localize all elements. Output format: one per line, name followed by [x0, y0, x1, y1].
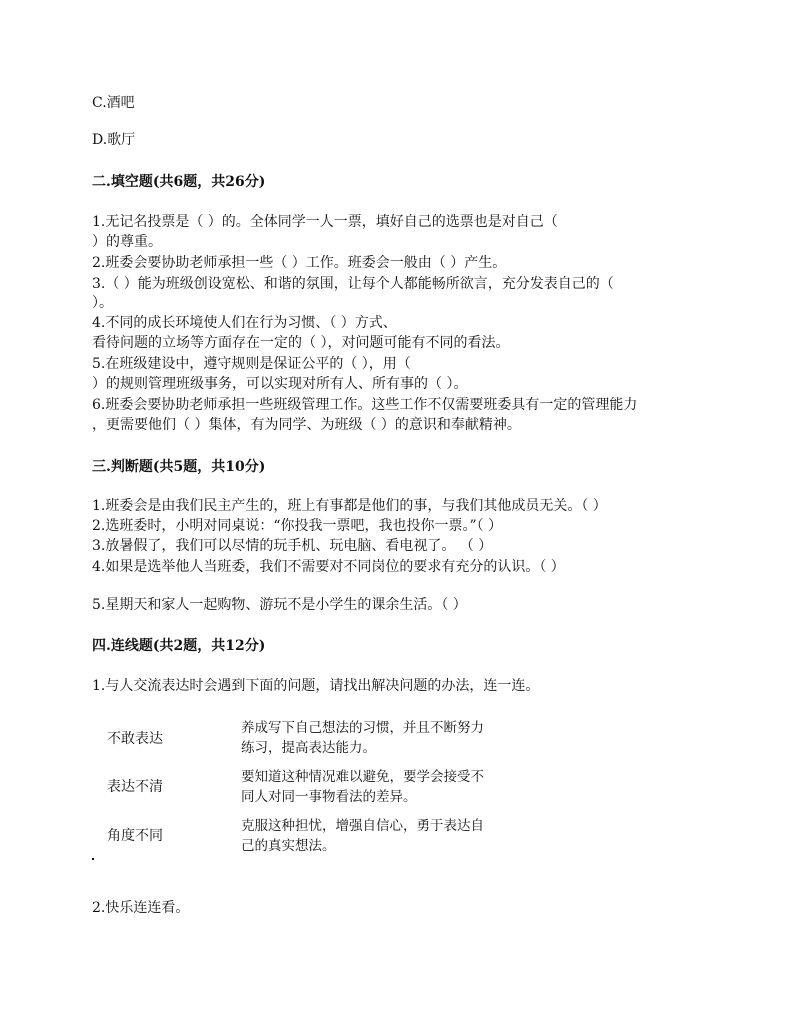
- true-false-item: 3.放暑假了，我们可以尽情的玩手机、玩电脑、看电视了。 （ ）: [92, 538, 493, 554]
- fill-blank-line: 4.不同的成长环境使人们在行为习惯、（ ）方式、: [92, 315, 397, 331]
- match-left-item: 不敢表达: [107, 731, 163, 747]
- fill-blank-line: ）。: [92, 295, 113, 311]
- true-false-item: 5.星期天和家人一起购物、游玩不是小学生的课余生活。（ ）: [92, 597, 467, 613]
- section-heading-true-false: 三.判断题(共5题，共10分): [92, 459, 266, 475]
- matching-question-1: 1.与人交流表达时会遇到下面的问题，请找出解决问题的办法，连一连。: [92, 678, 540, 694]
- true-false-item: 4.如果是选举他人当班委，我们不需要对不同岗位的要求有充分的认识。（ ）: [92, 559, 565, 575]
- fill-blank-line: 1.无记名投票是（ ）的。全体同学一人一票，填好自己的选票也是对自己（: [92, 214, 558, 230]
- fill-blank-line: 2.班委会要协助老师承担一些（ ）工作。班委会一般由（ ）产生。: [92, 255, 507, 271]
- match-right-item-line: 养成写下自己想法的习惯，并且不断努力: [241, 720, 484, 736]
- match-right-item-line: 己的真实想法。: [241, 838, 336, 854]
- fill-blank-line: 看待问题的立场等方面存在一定的（ ），对问题可能有不同的看法。: [92, 335, 510, 351]
- match-right-item-line: 要知道这种情况难以避免，要学会接受不: [241, 769, 484, 785]
- true-false-item: 2.选班委时，小明对同桌说：“你投我一票吧，我也投你一票。”（ ）: [92, 518, 503, 534]
- fill-blank-line: 6.班委会要协助老师承担一些班级管理工作。这些工作不仅需要班委具有一定的管理能力: [92, 397, 638, 413]
- match-left-item: 表达不清: [107, 779, 163, 795]
- section-heading-matching: 四.连线题(共2题，共12分): [92, 638, 266, 654]
- option-d: D.歌厅: [92, 132, 136, 148]
- fill-blank-line: 5.在班级建设中，遵守规则是保证公平的（ ），用（: [92, 356, 411, 372]
- fill-blank-line: ）的规则管理班级事务，可以实现对所有人、所有事的（ ）。: [92, 376, 468, 392]
- fill-blank-line: ，更需要他们（ ）集体，有为同学、为班级（ ）的意识和奉献精神。: [92, 417, 521, 433]
- fill-blank-line: ）的尊重。: [92, 234, 162, 250]
- match-right-item-line: 克服这种担忧，增强自信心，勇于表达自: [241, 818, 484, 834]
- matching-question-2: 2.快乐连连看。: [92, 900, 190, 916]
- fill-blank-line: 3.（ ）能为班级创设宽松、和谐的氛围，让每个人都能畅所欲言，充分发表自己的（: [92, 276, 614, 292]
- match-right-item-line: 同人对同一事物看法的差异。: [241, 789, 417, 805]
- section-heading-fill-blank: 二.填空题(共6题，共26分): [92, 174, 266, 190]
- match-right-item-line: 练习，提高表达能力。: [241, 740, 376, 756]
- match-left-item: 角度不同: [107, 828, 163, 844]
- true-false-item: 1.班委会是由我们民主产生的，班上有事都是他们的事，与我们其他成员无关。（ ）: [92, 498, 607, 514]
- stray-dot: [92, 858, 94, 860]
- option-c: C.酒吧: [92, 95, 135, 111]
